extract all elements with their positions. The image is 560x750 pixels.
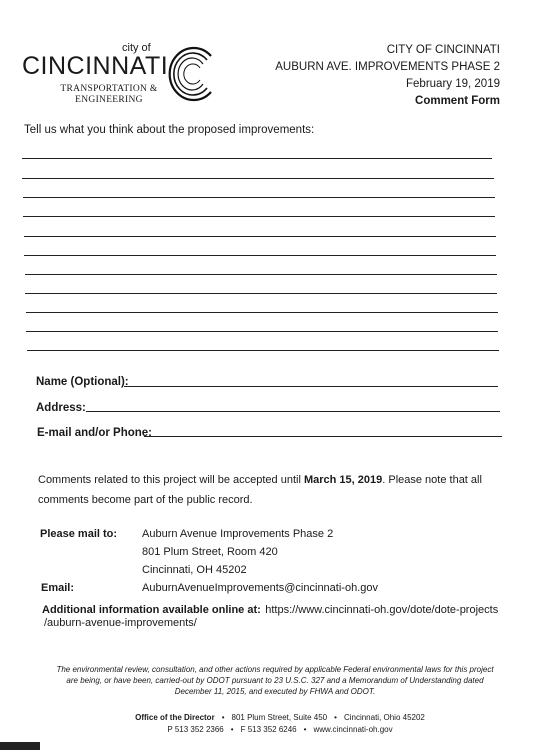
logo-city-name: CINCINNATI [22, 52, 169, 80]
footer-city: Cincinnati, Ohio 45202 [343, 713, 425, 722]
mail-address-line3: Cincinnati, OH 45202 [142, 564, 247, 576]
environmental-footnote: The environmental review, consultation, and other actions required by applicable Federal environmental laws for this project are being, or have been, carried-out by ODOT pursuant to 23 U.S.C. 327 and a Memorandum of Understanding dated December 11, 2015, and executed by FHWA and ODOT. [56, 665, 494, 696]
logo-department [58, 84, 160, 106]
comment-line[interactable] [23, 197, 495, 198]
comment-line[interactable] [26, 331, 498, 332]
footer-address: 801 Plum Street, Suite 450 [231, 713, 328, 722]
scan-edge-mark [0, 742, 40, 750]
comment-line[interactable] [25, 274, 497, 275]
name-field[interactable] [124, 386, 498, 387]
header-project: AUBURN AVE. IMPROVEMENTS PHASE 2 [275, 61, 500, 73]
logo-department-line2: ENGINEERING [75, 95, 143, 105]
comment-line[interactable] [22, 178, 494, 179]
notice-text-after: . Please note that all comments become part of the public record. [38, 474, 482, 506]
project-url-link-continued[interactable]: /auburn-avenue-improvements/ [44, 617, 197, 629]
city-c-mark-icon [165, 42, 221, 106]
comment-line[interactable] [26, 312, 498, 313]
address-field[interactable] [86, 411, 500, 412]
mail-address-line1: Auburn Avenue Improvements Phase 2 [142, 528, 334, 540]
name-label: Name (Optional): [36, 376, 129, 388]
address-label: Address: [36, 402, 86, 414]
online-info [42, 600, 512, 618]
footer-office-line: Office of the Director • 801 Plum Street, Suite 450 • Cincinnati, Ohio 45202 [135, 713, 425, 722]
email-link[interactable]: AuburnAvenueImprovements@cincinnati-oh.gov [142, 582, 378, 594]
comment-line[interactable] [27, 350, 499, 351]
footer-contact-line: P 513 352 2366 • F 513 352 6246 • www.cincinnati-oh.gov [167, 725, 393, 734]
notice-deadline: March 15, 2019 [303, 474, 383, 486]
footer-office-label: Office of the Director [135, 713, 215, 722]
footer-fax: F 513 352 6246 [240, 725, 297, 734]
project-url-link[interactable]: https://www.cincinnati-oh.gov/dote/dote-projects [265, 604, 499, 616]
comment-line[interactable] [22, 158, 492, 159]
footer-phone: P 513 352 2366 [167, 725, 224, 734]
header-city: CITY OF CINCINNATI [386, 44, 500, 56]
mail-address-line2: 801 Plum Street, Room 420 [142, 546, 278, 558]
comment-deadline-notice [38, 470, 498, 510]
header-date: February 19, 2019 [406, 78, 500, 90]
notice-text-before: Comments related to this project will be accepted until [38, 474, 304, 486]
footer-website[interactable]: www.cincinnati-oh.gov [313, 725, 393, 734]
logo-department-line1: TRANSPORTATION & [60, 84, 158, 94]
mail-to-label: Please mail to: [40, 528, 118, 540]
email-label: Email: [41, 582, 75, 594]
logo-city-of: city of [122, 42, 151, 54]
comment-prompt: Tell us what you think about the proposed improvements: [24, 124, 315, 136]
comment-line[interactable] [24, 255, 496, 256]
online-label: Additional information available online at: [42, 604, 261, 616]
comment-line[interactable] [23, 216, 495, 217]
header-form-title: Comment Form [415, 95, 500, 107]
contact-label: E-mail and/or Phone: [37, 427, 153, 439]
city-logo [22, 42, 222, 112]
comment-line[interactable] [25, 293, 497, 294]
contact-field[interactable] [144, 436, 502, 437]
comment-line[interactable] [24, 236, 496, 237]
